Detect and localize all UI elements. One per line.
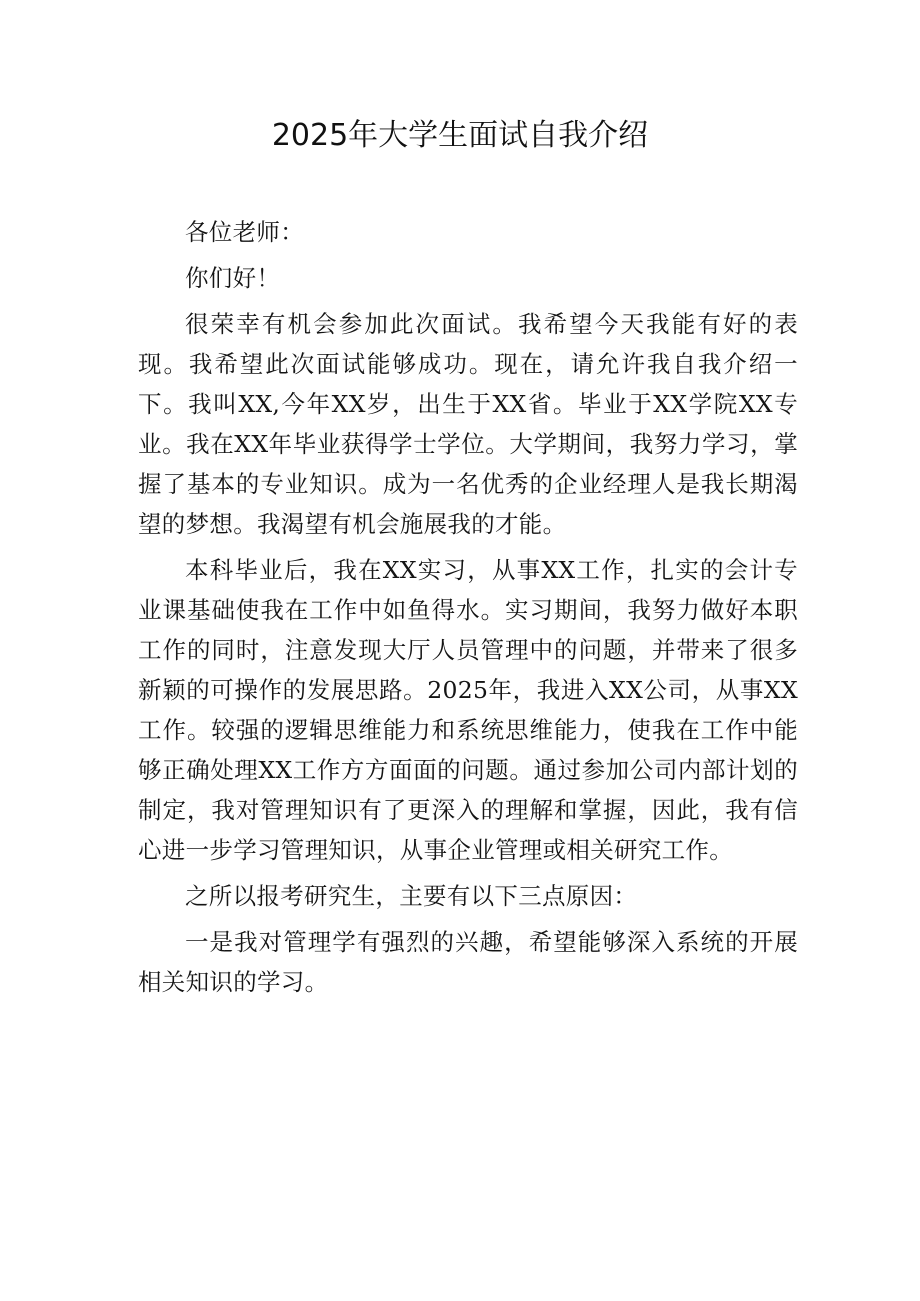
paragraph-introduction: 很荣幸有机会参加此次面试。我希望今天我能有好的表现。我希望此次面试能够成功。现在，请允许我自我介绍一下。我叫XX,今年XX岁，出生于XX省。毕业于XX学院XX专业。我在XX年毕业获得学士学位。大学期间，我努力学习，掌握了基本的专业知识。成为一名优秀的企业经理人是我长期渴望的梦想。我渴望有机会施展我的才能。 bbox=[138, 310, 798, 538]
salutation: 各位老师： bbox=[185, 218, 304, 246]
document-body bbox=[138, 212, 798, 1008]
paragraph-reasons-intro: 之所以报考研究生，主要有以下三点原因： bbox=[185, 882, 638, 910]
document-title: 2025年大学生面试自我介绍 bbox=[271, 118, 649, 153]
greeting: 你们好！ bbox=[185, 264, 281, 292]
paragraph-work-experience: 本科毕业后，我在XX实习，从事XX工作，扎实的会计专业课基础使我在工作中如鱼得水。实习期间，我努力做好本职工作的同时，注意发现大厅人员管理中的问题，并带来了很多新颖的可操作的发展思路。2025年，我进入XX公司，从事XX工作。较强的逻辑思维能力和系统思维能力，使我在工作中能够正确处理XX工作方方面面的问题。通过参加公司内部计划的制定，我对管理知识有了更深入的理解和掌握，因此，我有信心进一步学习管理知识，从事企业管理或相关研究工作。 bbox=[138, 556, 798, 864]
paragraph-reason-one: 一是我对管理学有强烈的兴趣，希望能够深入系统的开展相关知识的学习。 bbox=[138, 928, 798, 996]
